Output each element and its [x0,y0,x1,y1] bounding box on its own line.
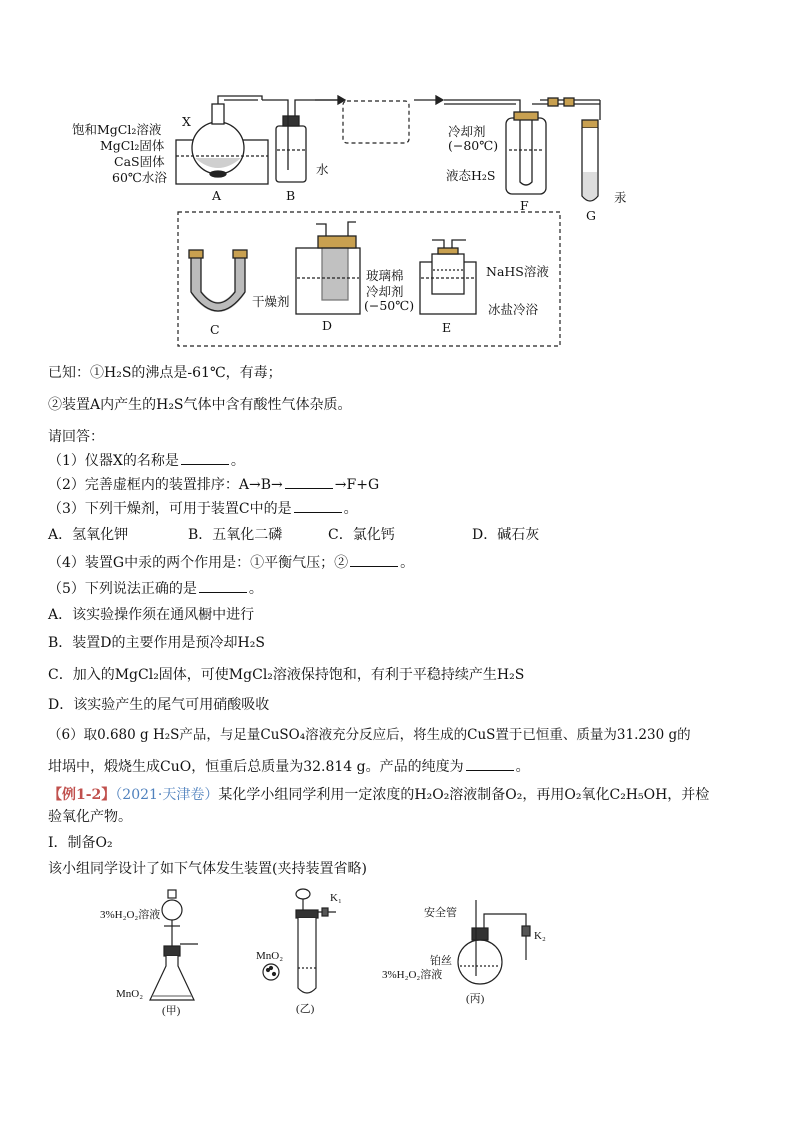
q4-text: （4）装置G中汞的两个作用是：①平衡气压；② [48,555,349,571]
q2-end: →F+G [334,477,380,493]
label-mgcl2-solid: MgCl₂固体 [100,138,165,153]
q1-text: （1）仪器X的名称是 [48,453,179,469]
label-glass-wool: 玻璃棉 [366,268,404,283]
q3-option-a[interactable]: A．氢氧化钾 [48,527,129,543]
label-mercury: 汞 [614,190,627,205]
q2-text: （2）完善虚框内的装置排序：A→B→ [48,477,283,493]
label-pt-wire: 铂丝 [430,955,452,967]
example-body-1: 某化学小组同学利用一定浓度的H₂O₂溶液制备O₂，再用O₂氧化C₂H₅OH，并检 [218,787,710,803]
label-c: C [210,322,220,337]
label-mno2-yi: MnO₂ [256,950,284,962]
label-safety-tube: 安全管 [424,907,457,919]
example-tag: 【例1-2】 [48,787,116,803]
label-minus80: (−80℃) [448,138,499,153]
example-body-2: 验氧化产物。 [48,809,132,825]
label-e: E [442,320,452,335]
label-h2o2-jia: 3%H₂O₂溶液 [100,909,161,921]
label-a: A [212,188,222,203]
label-bath60: 60℃水浴 [112,170,167,185]
label-ice-salt: 冰盐冷浴 [488,302,539,317]
q4-end: 。 [400,555,415,571]
q3-end: 。 [343,501,358,517]
q6-text: 坩埚中，煅烧生成CuO，恒重后总质量为32.814 g。产品的纯度为 [48,759,464,775]
label-x: X [182,114,191,129]
label-nahs: NaHS溶液 [486,264,549,279]
known-1: 已知：①H₂S的沸点是-61℃，有毒； [48,365,282,381]
label-k2: K₂ [534,930,546,942]
please-answer: 请回答： [48,429,104,445]
label-f: F [520,198,529,213]
q5-option-b[interactable]: B．装置D的主要作用是预冷却H₂S [48,635,265,651]
q3-option-b[interactable]: B．五氧化二磷 [188,527,283,543]
apparatus-bing [458,900,530,984]
section-1-desc: 该小组同学设计了如下气体发生装置(夹持装置省略) [48,861,367,877]
label-cas-solid: CaS固体 [114,154,165,169]
label-d: D [322,318,333,333]
q3-text: （3）下列干燥剂，可用于装置C中的是 [48,501,292,517]
label-coolant2: 冷却剂 [366,284,404,299]
label-sat-mgcl2: 饱和MgCl₂溶液 [72,122,162,137]
q5-text: （5）下列说法正确的是 [48,581,197,597]
q3-option-c[interactable]: C．氯化钙 [328,527,395,543]
label-yi: (乙) [296,1003,315,1015]
section-1-title: Ⅰ．制备O₂ [48,835,113,851]
example-source: （2021·天津卷） [115,787,219,803]
label-minus50: (−50℃) [364,298,415,313]
label-coolant: 冷却剂 [448,124,486,139]
q1-end: 。 [230,453,245,469]
label-k1: K₁ [330,892,342,904]
label-g: G [586,208,596,223]
known-2: ②装置A内产生的H₂S气体中含有酸性气体杂质。 [48,397,352,413]
label-b: B [286,188,296,203]
question-6-line-1: （6）取0.680 g H₂S产品，与足量CuSO₄溶液充分反应后，将生成的CuS置于已恒重、质量为31.230 g的 [48,727,691,743]
q5-end: 。 [248,581,263,597]
q5-option-c[interactable]: C．加入的MgCl₂固体，可使MgCl₂溶液保持饱和，有利于平稳持续产生H₂S [48,667,525,683]
q5-option-d[interactable]: D．该实验产生的尾气可用硝酸吸收 [48,697,270,713]
q5-option-a[interactable]: A．该实验操作须在通风橱中进行 [48,607,255,623]
apparatus-yi [263,889,336,993]
label-dryer: 干燥剂 [252,294,290,309]
label-mno2-jia: MnO₂ [116,988,144,1000]
q3-option-d[interactable]: D．碱石灰 [472,527,540,543]
label-h2o2-bing: 3%H₂O₂溶液 [382,969,443,981]
label-jia: (甲) [162,1005,181,1017]
q6-end: 。 [515,759,530,775]
label-bing: (丙) [466,993,485,1005]
label-water: 水 [316,162,329,177]
label-liquid-h2s: 液态H₂S [446,168,496,183]
